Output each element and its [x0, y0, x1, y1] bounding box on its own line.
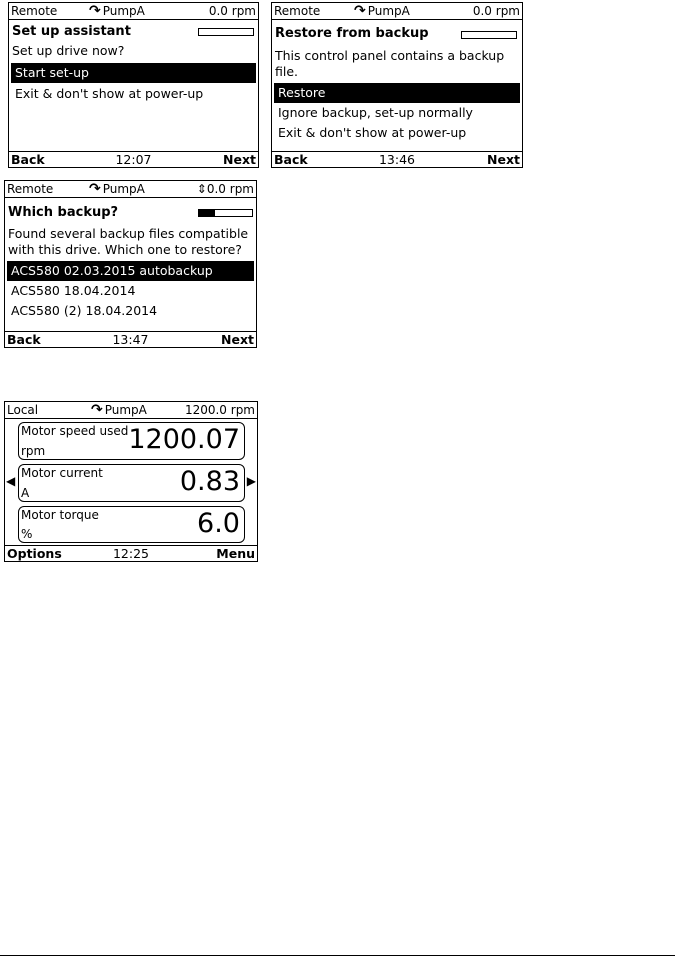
tile-label: Motor torque — [21, 508, 99, 522]
drive-name-text: PumpA — [102, 182, 145, 196]
page-title: Which backup? — [8, 205, 119, 220]
backup-item-3[interactable]: ACS580 (2) 18.04.2014 — [11, 303, 158, 318]
drive-name-text: PumpA — [102, 4, 145, 18]
description-line-1: Found several backup files compatible — [8, 226, 249, 241]
softkey-bar — [5, 545, 257, 561]
menu-item-exit[interactable]: Exit & don't show at power-up — [15, 86, 204, 101]
next-button[interactable]: Next — [223, 152, 256, 167]
rotation-arrow-icon: ↷ — [89, 181, 101, 197]
tile-motor-torque[interactable] — [18, 506, 245, 543]
tile-label: Motor speed used — [21, 424, 129, 438]
tile-value: 0.83 — [179, 466, 240, 497]
menu-item-restore[interactable]: Restore — [274, 83, 520, 103]
back-button[interactable]: Back — [11, 152, 45, 167]
status-bar — [5, 181, 256, 198]
rotation-arrow-icon: ↷ — [91, 402, 103, 418]
progress-fill — [199, 210, 215, 216]
back-button[interactable]: Back — [7, 332, 41, 347]
clock: 12:07 — [115, 152, 152, 167]
description-line-1: This control panel contains a backup — [275, 48, 505, 63]
clock: 13:46 — [378, 152, 416, 167]
page-title: Restore from backup — [275, 26, 429, 41]
left-arrow-icon[interactable]: ◀ — [6, 474, 16, 488]
page-title: Set up assistant — [12, 24, 131, 39]
setup-assistant-panel — [8, 2, 259, 168]
tile-unit: rpm — [21, 444, 46, 458]
tile-label: Motor current — [21, 466, 103, 480]
drive-name — [89, 181, 145, 197]
drive-name — [354, 3, 410, 19]
softkey-bar — [272, 151, 522, 167]
clock: 13:47 — [112, 332, 149, 347]
control-mode: Remote — [11, 4, 58, 18]
tile-unit: % — [21, 527, 33, 541]
status-bar — [9, 3, 258, 20]
status-bar — [5, 402, 257, 419]
next-button[interactable]: Next — [487, 152, 520, 167]
control-mode: Remote — [7, 182, 54, 196]
speed-readout: 0.0 rpm — [472, 4, 520, 18]
progress-bar — [198, 28, 254, 36]
drive-name-text: PumpA — [104, 403, 147, 417]
description-line-2: file. — [275, 64, 299, 79]
prompt-text: Set up drive now? — [12, 43, 125, 58]
progress-bar — [198, 209, 253, 217]
speed-readout: 1200.0 rpm — [184, 403, 255, 417]
tile-value: 6.0 — [197, 508, 240, 539]
back-button[interactable]: Back — [274, 152, 308, 167]
tile-value: 1200.07 — [128, 424, 240, 455]
tile-motor-speed[interactable] — [18, 422, 245, 460]
up-down-icon: ⇕ — [196, 182, 207, 196]
description-line-2: with this drive. Which one to restore? — [8, 242, 242, 257]
which-backup-panel — [4, 180, 257, 348]
home-view-panel — [4, 401, 258, 562]
tile-motor-current[interactable] — [18, 464, 245, 502]
next-button[interactable]: Next — [221, 332, 254, 347]
speed-readout: 0.0 rpm — [208, 4, 256, 18]
softkey-bar — [9, 151, 258, 167]
control-mode: Local — [7, 403, 39, 417]
softkey-bar — [5, 331, 256, 347]
drive-name-text: PumpA — [367, 4, 410, 18]
status-bar — [272, 3, 522, 20]
drive-name — [91, 402, 147, 418]
options-button[interactable]: Options — [7, 546, 62, 561]
backup-item-1[interactable]: ACS580 02.03.2015 autobackup — [7, 261, 254, 281]
menu-item-start-setup[interactable]: Start set-up — [11, 63, 256, 83]
restore-backup-panel — [271, 2, 523, 168]
backup-item-2[interactable]: ACS580 18.04.2014 — [11, 283, 136, 298]
clock: 12:25 — [112, 546, 150, 561]
progress-bar — [461, 31, 517, 39]
menu-item-ignore-backup[interactable]: Ignore backup, set-up normally — [278, 105, 473, 120]
page-bottom-rule — [0, 955, 675, 956]
tile-unit: A — [21, 486, 30, 500]
right-arrow-icon[interactable]: ▶ — [246, 474, 256, 488]
rotation-arrow-icon: ↷ — [354, 3, 366, 19]
menu-item-exit[interactable]: Exit & don't show at power-up — [278, 125, 467, 140]
menu-button[interactable]: Menu — [216, 546, 255, 561]
speed-readout — [197, 181, 254, 197]
speed-readout-text: 0.0 rpm — [206, 182, 254, 196]
drive-name — [89, 3, 145, 19]
rotation-arrow-icon: ↷ — [89, 3, 101, 19]
control-mode: Remote — [274, 4, 321, 18]
